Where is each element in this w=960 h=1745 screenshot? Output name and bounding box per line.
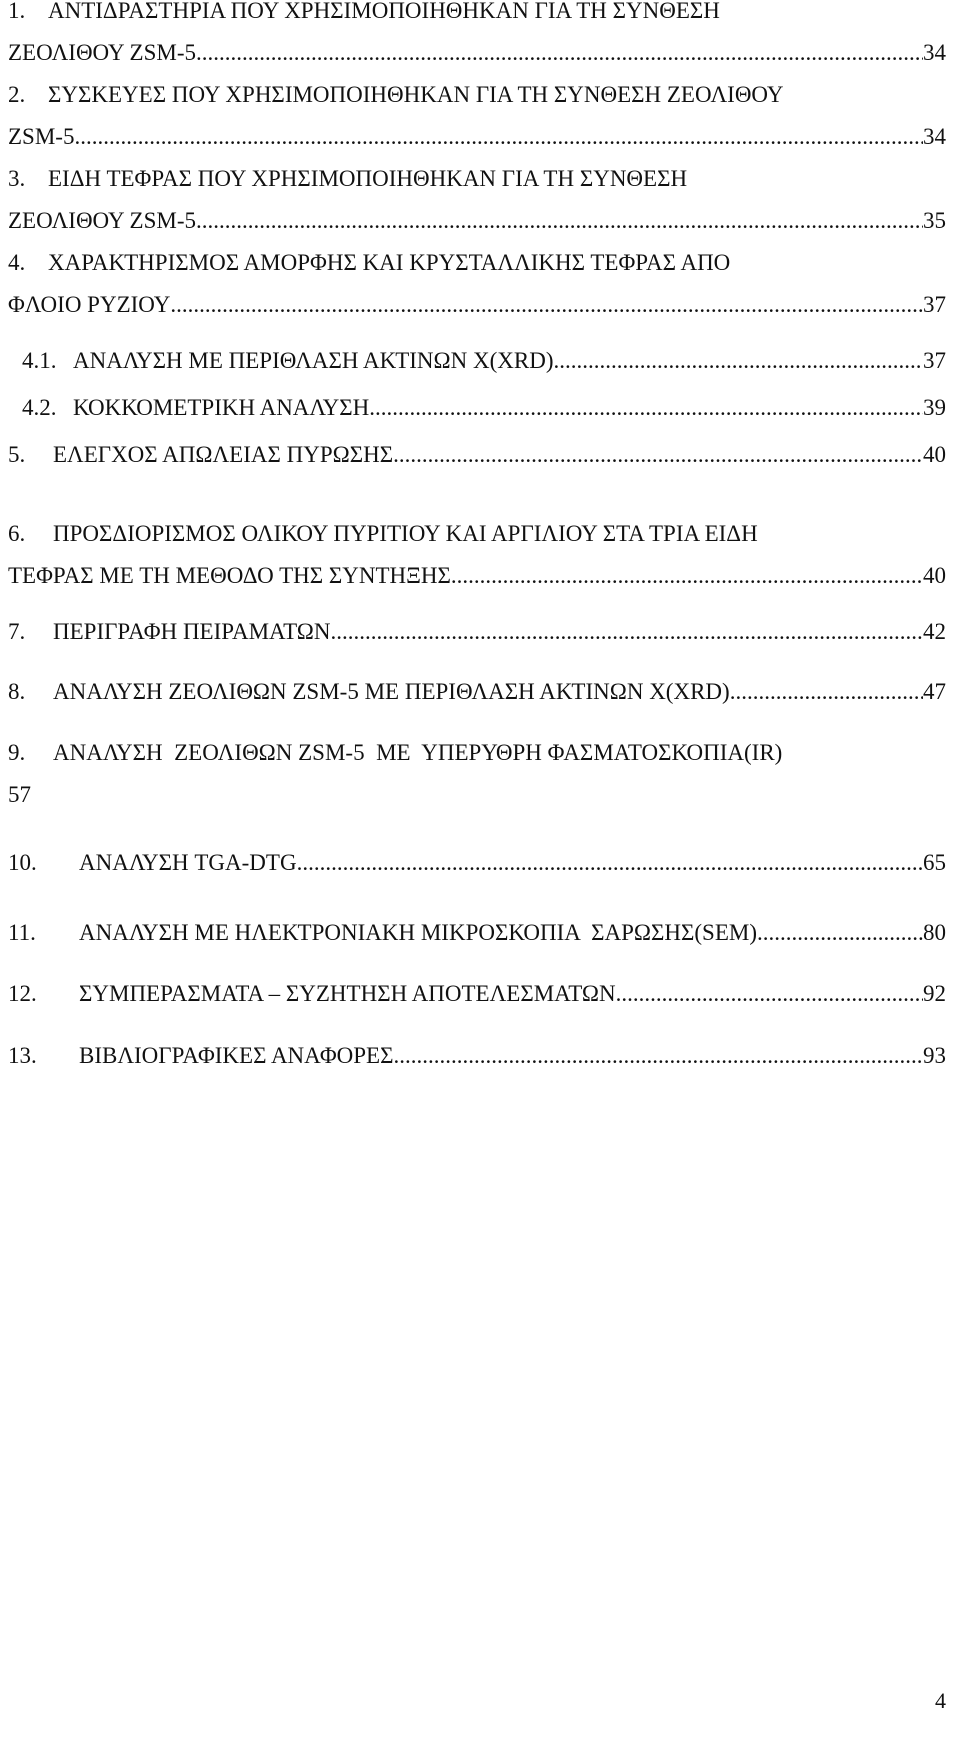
toc-entry[interactable] xyxy=(8,432,946,468)
toc-entry-number: 13. xyxy=(8,1043,37,1068)
toc-entry[interactable] xyxy=(22,338,946,374)
toc-entry-page: 65 xyxy=(923,850,946,875)
toc-entry-page: 40 xyxy=(923,563,946,588)
dot-leader xyxy=(369,395,923,421)
dot-leader xyxy=(757,920,923,946)
toc-entry-line xyxy=(8,669,946,705)
toc-entry-page: 93 xyxy=(923,1043,946,1068)
toc-entry-page: 92 xyxy=(923,981,946,1006)
dot-leader xyxy=(451,563,923,589)
toc-entry-page: 37 xyxy=(923,348,946,373)
toc-entry-title-cont: ZSM-5 xyxy=(8,124,75,149)
toc-entry-line xyxy=(8,72,946,108)
toc-entry-number: 4.2. xyxy=(22,395,57,420)
toc-entry[interactable] xyxy=(8,669,946,705)
toc-entry-title: ΠΕΡΙΓΡΑΦΗ ΠΕΙΡΑΜΑΤΩΝ xyxy=(53,619,331,644)
toc-entry[interactable] xyxy=(8,840,946,876)
dot-leader xyxy=(170,292,923,318)
toc-entry[interactable] xyxy=(8,1033,946,1069)
toc-entry-number: 12. xyxy=(8,981,37,1006)
toc-entry-title-cont: ΖΕΟΛΙΘΟΥ ZSM-5 xyxy=(8,208,196,233)
toc-entry[interactable] xyxy=(8,511,946,589)
toc-entry-page: 34 xyxy=(923,124,946,149)
toc-entry-line xyxy=(8,840,946,876)
toc-entry-number: 7. xyxy=(8,619,26,644)
toc-entry-title-cont: ΖΕΟΛΙΘΟΥ ZSM-5 xyxy=(8,40,196,65)
toc-entry-number: 4. xyxy=(8,250,26,275)
dot-leader xyxy=(616,981,923,1007)
dot-leader xyxy=(393,442,923,468)
dot-leader xyxy=(297,850,923,876)
toc-entry[interactable] xyxy=(8,730,946,808)
toc-entry-line xyxy=(8,1033,946,1069)
toc-entry-title: ΕΙΔΗ ΤΕΦΡΑΣ ΠΟΥ ΧΡΗΣΙΜΟΠΟΙΗΘΗΚΑΝ ΓΙΑ ΤΗ ΣΥΝΘΕΣΗ xyxy=(48,166,688,191)
toc-entry-line xyxy=(8,108,946,150)
dot-leader xyxy=(553,348,923,374)
toc-entry-number: 1. xyxy=(8,0,26,23)
toc-entry-page: 39 xyxy=(923,395,946,420)
toc-entry-title-cont: ΤΕΦΡΑΣ ΜΕ ΤΗ ΜΕΘΟΔΟ ΤΗΣ ΣΥΝΤΗΞΗΣ xyxy=(8,563,451,588)
dot-leader xyxy=(394,1043,924,1069)
toc-entry-line xyxy=(8,24,946,66)
toc-entry-line xyxy=(8,609,946,645)
toc-entry[interactable] xyxy=(22,385,946,421)
toc-entry-title: ΑΝΑΛΥΣΗ ΜΕ ΗΛΕΚΤΡΟΝΙΑΚΗ ΜΙΚΡΟΣΚΟΠΙΑ ΣΑΡΩΣΗΣ(SEM) xyxy=(79,920,757,945)
dot-leader xyxy=(330,619,923,645)
toc-entry-number: 2. xyxy=(8,82,26,107)
toc-entry-page: 40 xyxy=(923,442,946,467)
toc-entry-number: 5. xyxy=(8,442,26,467)
toc-entry-page: 35 xyxy=(923,208,946,233)
dot-leader xyxy=(74,124,923,150)
toc-entry-page: 57 xyxy=(8,782,31,807)
toc-entry-number: 8. xyxy=(8,679,26,704)
toc-entry-title: ΑΝΑΛΥΣΗ ΖΕΟΛΙΘΩΝ ZSM-5 ΜΕ ΠΕΡΙΘΛΑΣΗ ΑΚΤΙΝΩΝ Χ(XRD) xyxy=(53,679,730,704)
page-number: 4 xyxy=(935,1688,946,1713)
toc-entry-title: ΑΝΑΛΥΣΗ TGA-DTG xyxy=(79,850,297,875)
toc-entry-title: ΑΝΤΙΔΡΑΣΤΗΡΙΑ ΠΟΥ ΧΡΗΣΙΜΟΠΟΙΗΘΗΚΑΝ ΓΙΑ ΤΗ ΣΥΝΘΕΣΗ xyxy=(48,0,720,23)
toc-entry-line xyxy=(22,385,946,421)
toc-entry-title: ΠΡΟΣΔΙΟΡΙΣΜΟΣ ΟΛΙΚΟΥ ΠΥΡΙΤΙΟΥ ΚΑΙ ΑΡΓΙΛΙΟΥ ΣΤΑ ΤΡΙΑ ΕΙΔΗ xyxy=(53,521,758,546)
toc-entry-line xyxy=(8,730,946,766)
toc-entry-title: ΣΥΜΠΕΡΑΣΜΑΤΑ – ΣΥΖΗΤΗΣΗ ΑΠΟΤΕΛΕΣΜΑΤΩΝ xyxy=(79,981,616,1006)
toc-entry-number: 11. xyxy=(8,920,36,945)
toc-entry-title: ΕΛΕΓΧΟΣ ΑΠΩΛΕΙΑΣ ΠΥΡΩΣΗΣ xyxy=(53,442,394,467)
toc-entry-title: ΚΟΚΚΟΜΕΤΡΙΚΗ ΑΝΑΛΥΣΗ xyxy=(73,395,370,420)
toc-entry-line xyxy=(8,511,946,547)
toc-entry-number: 6. xyxy=(8,521,26,546)
toc-entry[interactable] xyxy=(8,910,946,946)
toc-entry-line xyxy=(8,910,946,946)
dot-leader xyxy=(196,208,923,234)
toc-entry-line xyxy=(8,0,946,24)
toc-entry-title: ΑΝΑΛΥΣΗ ΖΕΟΛΙΘΩΝ ZSM-5 ΜΕ ΥΠΕΡΥΘΡΗ ΦΑΣΜΑΤΟΣΚΟΠΙΑ(IR) xyxy=(53,740,783,765)
toc-entry-line xyxy=(8,432,946,468)
toc-entry[interactable] xyxy=(8,971,946,1007)
toc-entry-line xyxy=(8,240,946,276)
toc-entry[interactable] xyxy=(8,609,946,645)
toc-entry-line xyxy=(8,547,946,589)
toc-entry-line xyxy=(8,192,946,234)
toc-entry-number: 9. xyxy=(8,740,26,765)
toc-entry-page: 37 xyxy=(923,292,946,317)
toc-entry-title: ΧΑΡΑΚΤΗΡΙΣΜΟΣ ΑΜΟΡΦΗΣ ΚΑΙ ΚΡΥΣΤΑΛΛΙΚΗΣ ΤΕΦΡΑΣ ΑΠΟ xyxy=(48,250,731,275)
toc-entry-title: ΒΙΒΛΙΟΓΡΑΦΙΚΕΣ ΑΝΑΦΟΡΕΣ xyxy=(79,1043,394,1068)
dot-leader xyxy=(730,679,923,705)
toc-entry[interactable] xyxy=(8,156,946,234)
toc-entry-line xyxy=(8,156,946,192)
toc-entry-line xyxy=(22,338,946,374)
toc-entry[interactable] xyxy=(8,0,946,66)
toc-entry-page: 47 xyxy=(923,679,946,704)
dot-leader xyxy=(196,40,923,66)
toc-entry[interactable] xyxy=(8,72,946,150)
toc-entry-line xyxy=(8,766,946,808)
toc-entry-title-cont: ΦΛΟΙΟ ΡΥΖΙΟΥ xyxy=(8,292,171,317)
toc-entry-number: 10. xyxy=(8,850,37,875)
toc-entry-number: 4.1. xyxy=(22,348,57,373)
toc-entry-page: 42 xyxy=(923,619,946,644)
toc-entry-page: 80 xyxy=(923,920,946,945)
toc-entry[interactable] xyxy=(8,240,946,318)
toc-entry-number: 3. xyxy=(8,166,26,191)
toc-entry-title: ΑΝΑΛΥΣΗ ΜΕ ΠΕΡΙΘΛΑΣΗ ΑΚΤΙΝΩΝ Χ(XRD) xyxy=(73,348,554,373)
toc-entry-line xyxy=(8,276,946,318)
toc-entry-title: ΣΥΣΚΕΥΕΣ ΠΟΥ ΧΡΗΣΙΜΟΠΟΙΗΘΗΚΑΝ ΓΙΑ ΤΗ ΣΥΝΘΕΣΗ ΖΕΟΛΙΘΟΥ xyxy=(48,82,784,107)
toc-entry-page: 34 xyxy=(923,40,946,65)
toc-entry-line xyxy=(8,971,946,1007)
